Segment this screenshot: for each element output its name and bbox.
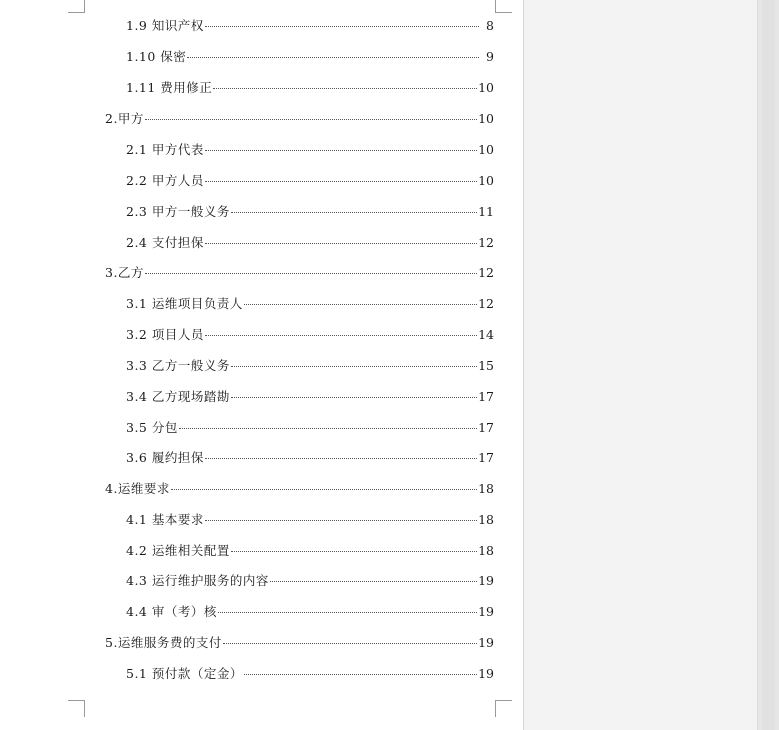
toc-entry-title: 4.运维要求: [105, 481, 170, 496]
toc-entry[interactable]: [126, 47, 494, 67]
scrollbar-thumb[interactable]: [762, 0, 775, 730]
toc-entry-page: 12: [478, 235, 494, 250]
toc-entry-page: 10: [478, 80, 494, 95]
toc-entry-title: 3.5 分包: [126, 420, 178, 435]
toc-entry-title: 1.10 保密: [126, 49, 187, 64]
toc-dot-leader: [205, 26, 479, 27]
toc-entry[interactable]: [126, 387, 494, 407]
toc-entry[interactable]: [126, 202, 494, 222]
toc-entry[interactable]: [126, 541, 494, 561]
toc-dot-leader: [205, 520, 477, 521]
toc-entry[interactable]: [126, 418, 494, 438]
toc-entry-title: 2.甲方: [105, 111, 144, 126]
toc-entry-page: 12: [478, 296, 494, 311]
toc-entry-title: 3.6 履约担保: [126, 450, 204, 465]
toc-dot-leader: [179, 428, 477, 429]
toc-entry-page: 18: [478, 543, 494, 558]
toc-entry-title: 3.乙方: [105, 265, 144, 280]
toc-dot-leader: [145, 273, 477, 274]
toc-entry-title: 4.4 审（考）核: [126, 604, 217, 619]
toc-entry-title: 5.运维服务费的支付: [105, 635, 222, 650]
toc-entry-page: 18: [478, 481, 494, 496]
toc-entry-page: 18: [478, 512, 494, 527]
toc-dot-leader: [223, 643, 477, 644]
toc-entry-page: 15: [478, 358, 494, 373]
toc-entry-title: 5.1 预付款（定金）: [126, 666, 243, 681]
toc-entry[interactable]: [126, 325, 494, 345]
toc-dot-leader: [205, 181, 477, 182]
toc-entry-page: 19: [478, 573, 494, 588]
toc-dot-leader: [145, 119, 477, 120]
toc-entry[interactable]: [126, 571, 494, 591]
crop-mark-bottom-left: [68, 700, 85, 717]
toc-entry[interactable]: [126, 510, 494, 530]
toc-entry-page: 17: [478, 450, 494, 465]
toc-entry-page: 11: [478, 204, 494, 219]
toc-dot-leader: [205, 243, 477, 244]
toc-dot-leader: [231, 397, 477, 398]
toc-dot-leader: [218, 612, 477, 613]
crop-mark-top-left: [68, 0, 85, 13]
toc-entry[interactable]: [126, 16, 494, 36]
toc-entry[interactable]: [126, 602, 494, 622]
crop-mark-top-right: [495, 0, 512, 13]
toc-entry[interactable]: [126, 448, 494, 468]
toc-entry-page: 8: [486, 18, 494, 33]
toc-dot-leader: [205, 150, 477, 151]
toc-entry-title: 2.4 支付担保: [126, 235, 204, 250]
toc-dot-leader: [231, 551, 477, 552]
toc-entry[interactable]: [126, 664, 494, 684]
toc-dot-leader: [213, 88, 477, 89]
toc-entry[interactable]: [105, 479, 494, 499]
toc-entry-title: 2.3 甲方一般义务: [126, 204, 230, 219]
toc-entry-page: 17: [478, 389, 494, 404]
toc-dot-leader: [205, 335, 477, 336]
toc-entry-page: 10: [478, 173, 494, 188]
toc-entry-page: 19: [478, 635, 494, 650]
toc-entry-page: 14: [478, 327, 494, 342]
crop-mark-bottom-right: [495, 700, 512, 717]
toc-entry-title: 3.1 运维项目负责人: [126, 296, 243, 311]
toc-entry[interactable]: [105, 109, 494, 129]
toc-entry-title: 1.9 知识产权: [126, 18, 204, 33]
toc-dot-leader: [231, 212, 477, 213]
toc-entry[interactable]: [105, 633, 494, 653]
toc-entry-page: 9: [486, 49, 494, 64]
toc-entry-title: 4.3 运行维护服务的内容: [126, 573, 269, 588]
toc-entry[interactable]: [126, 294, 494, 314]
vertical-scrollbar[interactable]: [757, 0, 779, 730]
toc-entry-page: 17: [478, 420, 494, 435]
toc-entry-title: 4.2 运维相关配置: [126, 543, 230, 558]
toc-entry[interactable]: [126, 78, 494, 98]
toc-dot-leader: [187, 57, 479, 58]
toc-entry-title: 3.4 乙方现场踏勘: [126, 389, 230, 404]
toc-dot-leader: [244, 674, 477, 675]
toc-entry[interactable]: [126, 233, 494, 253]
toc-entry[interactable]: [105, 263, 494, 283]
toc-dot-leader: [231, 366, 477, 367]
toc-entry-page: 19: [478, 666, 494, 681]
toc-entry-page: 19: [478, 604, 494, 619]
toc-entry-title: 2.2 甲方人员: [126, 173, 204, 188]
toc-entry[interactable]: [126, 171, 494, 191]
toc-entry-page: 10: [478, 111, 494, 126]
toc-entry-title: 2.1 甲方代表: [126, 142, 204, 157]
toc-dot-leader: [171, 489, 477, 490]
toc-entry-title: 4.1 基本要求: [126, 512, 204, 527]
toc-entry-title: 3.2 项目人员: [126, 327, 204, 342]
toc-entry[interactable]: [126, 140, 494, 160]
toc-entry-page: 12: [478, 265, 494, 280]
toc-dot-leader: [270, 581, 477, 582]
toc-entry-page: 10: [478, 142, 494, 157]
toc-entry-title: 3.3 乙方一般义务: [126, 358, 230, 373]
toc-dot-leader: [244, 304, 477, 305]
toc-entry[interactable]: [126, 356, 494, 376]
toc-entry-title: 1.11 费用修正: [126, 80, 213, 95]
toc-dot-leader: [205, 458, 477, 459]
